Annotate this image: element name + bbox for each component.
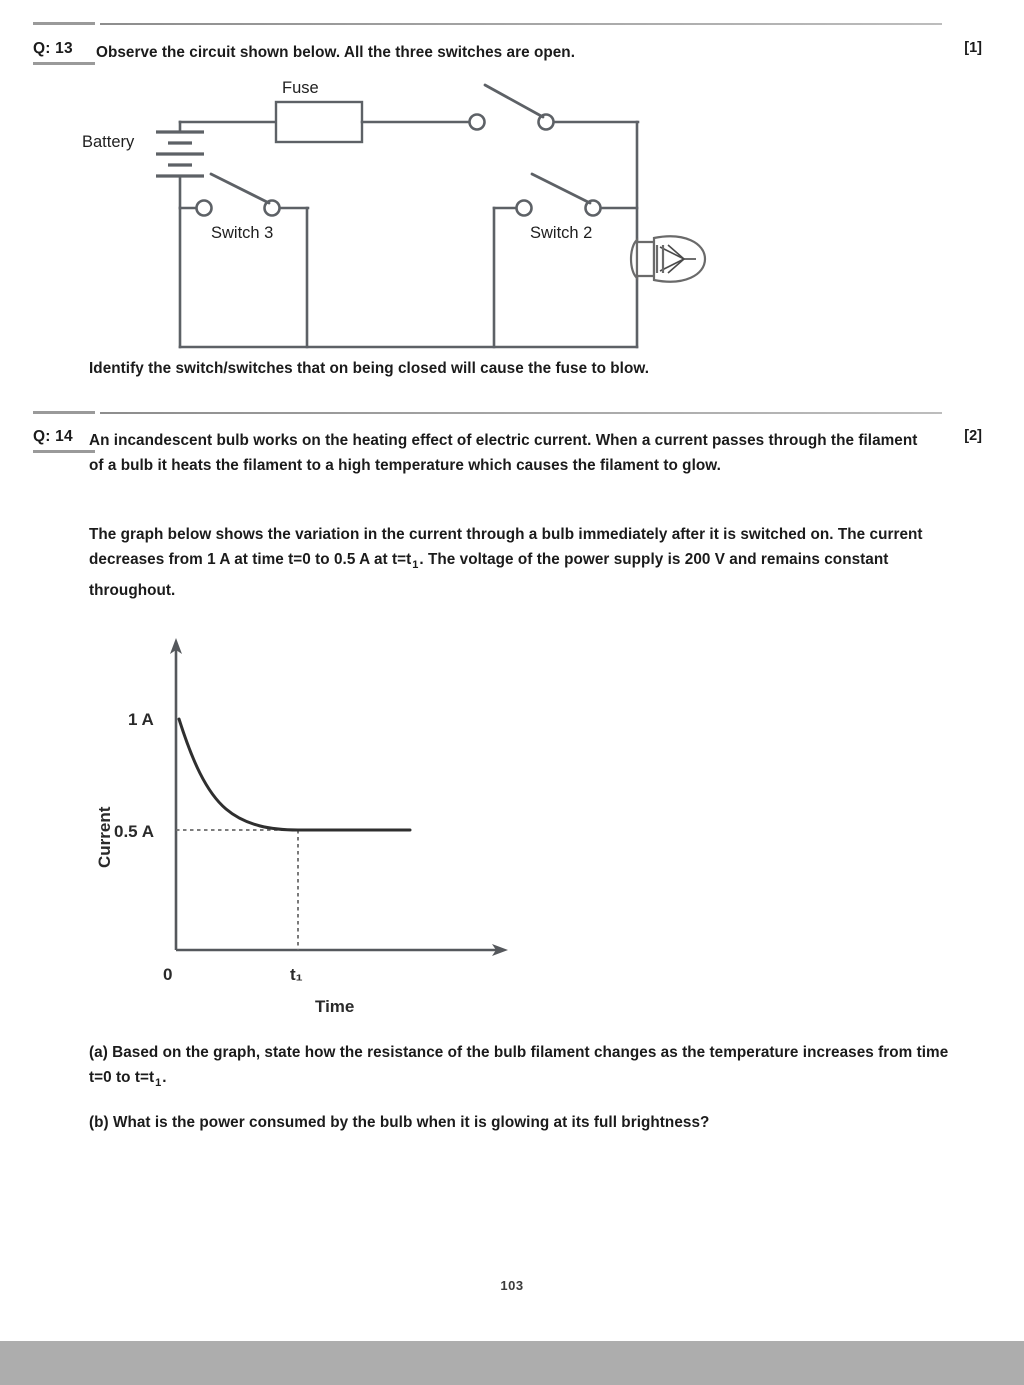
q14-p2-line3: voltage of the power supply is 200 V and remains constant throughout. [89, 551, 889, 599]
q14-number-underline [33, 450, 95, 453]
q14-p2-line2a: is switched on. The current decreases from 1 A at time t=0 to 0.5 A at t=t [89, 526, 923, 568]
q14-paragraph-2 [89, 522, 969, 603]
q14-part-a-line1: (a) Based on the graph, state how the resistance of the bulb filament changes as the [89, 1044, 706, 1061]
q14-p2-subscript: 1 [412, 559, 419, 571]
q13-separator-rule [0, 22, 1024, 28]
q14-part-a-line2b: . [162, 1069, 167, 1086]
circuit-label-switch-2: Switch 2 [530, 224, 593, 242]
q13-number-underline [33, 62, 95, 65]
q14-part-b: (b) What is the power consumed by the bulb when it is glowing at its full brightness? [89, 1114, 710, 1131]
switch-3-lever [211, 174, 269, 203]
page-number: 103 [500, 1278, 524, 1293]
circuit-label-battery: Battery [82, 133, 135, 151]
graph-current-curve [179, 719, 410, 830]
q14-part-a-subscript: 1 [155, 1077, 162, 1089]
q13-rule-short [33, 22, 95, 25]
graph-xaxis-label: Time [315, 997, 355, 1016]
switch-3-left-terminal [197, 201, 212, 216]
graph-ytick-1A: 1 A [128, 710, 154, 729]
q14-rule-short [33, 411, 95, 414]
bulb-icon [631, 236, 705, 281]
q14-part-a [89, 1040, 969, 1096]
graph-yaxis-label: Current [95, 806, 114, 868]
graph-xtick-0: 0 [163, 965, 173, 984]
fuse-body [276, 102, 362, 142]
circuit-label-switch-3: Switch 3 [211, 224, 274, 242]
q14-rule-long [100, 412, 942, 414]
q14-part-a-line2a: temperature increases from time t=0 to t=t [89, 1044, 949, 1086]
q14-p2-line1: The graph below shows the variation in the current through a bulb immediately after it [89, 526, 719, 543]
q13-marks: [1] [964, 40, 982, 56]
circuit-label-fuse: Fuse [282, 79, 319, 97]
switch-1-lever [485, 85, 543, 117]
q13-rule-long [100, 23, 942, 25]
q14-separator-rule [0, 411, 1024, 417]
q14-paragraph-1: An incandescent bulb works on the heating effect of electric current. When a current passes through the filament of a bulb it heats the filament to a high temperature which causes the filament to glow. [89, 432, 918, 474]
graph-ytick-0.5A: 0.5 A [114, 822, 155, 841]
q13-follow-up: Identify the switch/switches that on being closed will cause the fuse to blow. [89, 360, 650, 377]
switch-1-left-terminal [470, 115, 485, 130]
circuit-diagram-figure [80, 75, 730, 315]
footer-band [0, 1341, 1024, 1385]
q13-number: Q: 13 [33, 40, 73, 57]
q13-prompt: Observe the circuit shown below. All the three switches are open. [96, 44, 575, 61]
switch-2-left-terminal [517, 201, 532, 216]
switch-2-lever [532, 174, 590, 203]
q14-marks: [2] [964, 428, 982, 444]
q14-p2-line2b: . The [419, 551, 456, 568]
current-vs-time-graph [80, 620, 550, 1020]
q14-number: Q: 14 [33, 428, 73, 445]
graph-xtick-t1: t₁ [290, 965, 303, 984]
